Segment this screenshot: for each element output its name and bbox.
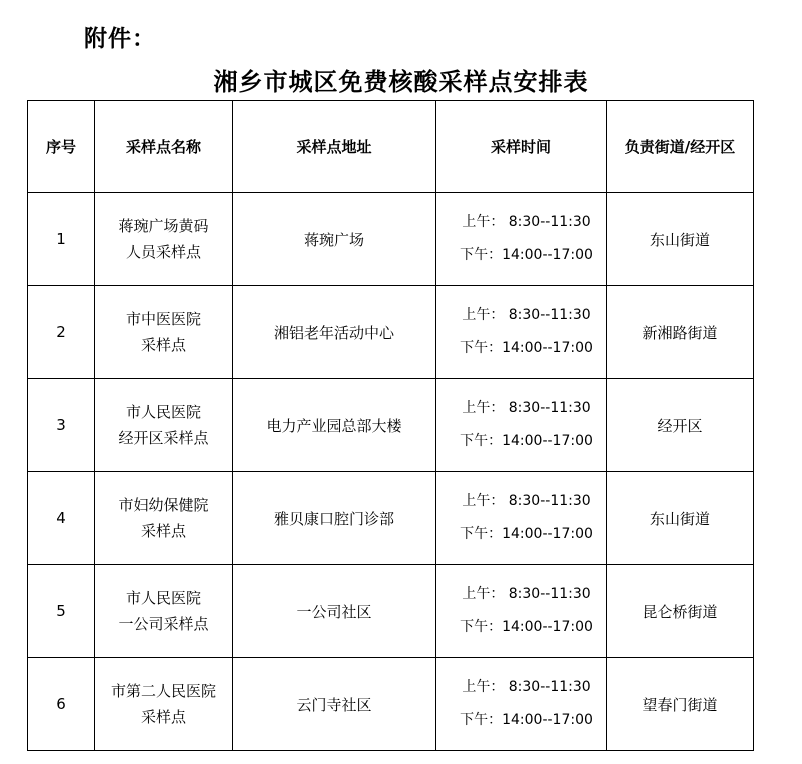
row-number: 6 bbox=[28, 658, 95, 751]
site-address: 一公司社区 bbox=[233, 565, 436, 658]
column-header-site-name: 采样点名称 bbox=[95, 101, 233, 193]
table-row bbox=[28, 565, 754, 658]
site-name: 市人民医院 一公司采样点 bbox=[95, 565, 233, 658]
column-header-district: 负责街道/经开区 bbox=[607, 101, 754, 193]
row-number: 5 bbox=[28, 565, 95, 658]
responsible-district: 昆仑桥街道 bbox=[607, 565, 754, 658]
responsible-district: 东山街道 bbox=[607, 193, 754, 286]
table-row bbox=[28, 472, 754, 565]
table-row bbox=[28, 193, 754, 286]
column-header-no: 序号 bbox=[28, 101, 95, 193]
document-title: 湘乡市城区免费核酸采样点安排表 bbox=[213, 68, 589, 96]
row-number: 3 bbox=[28, 379, 95, 472]
responsible-district: 望春门街道 bbox=[607, 658, 754, 751]
site-name: 市妇幼保健院 采样点 bbox=[95, 472, 233, 565]
column-header-address: 采样点地址 bbox=[233, 101, 436, 193]
sampling-time: 上午： 8:30--11:30 下午：14:00--17:00 bbox=[436, 193, 607, 286]
table-row bbox=[28, 379, 754, 472]
site-name: 市中医医院 采样点 bbox=[95, 286, 233, 379]
site-address: 蒋琬广场 bbox=[233, 193, 436, 286]
attachment-label: 附件： bbox=[84, 26, 156, 52]
sampling-schedule-table bbox=[27, 100, 754, 751]
site-address: 雅贝康口腔门诊部 bbox=[233, 472, 436, 565]
site-address: 湘铝老年活动中心 bbox=[233, 286, 436, 379]
sampling-time: 上午： 8:30--11:30 下午：14:00--17:00 bbox=[436, 565, 607, 658]
row-number: 2 bbox=[28, 286, 95, 379]
sampling-time: 上午： 8:30--11:30 下午：14:00--17:00 bbox=[436, 472, 607, 565]
responsible-district: 东山街道 bbox=[607, 472, 754, 565]
site-address: 电力产业园总部大楼 bbox=[233, 379, 436, 472]
row-number: 4 bbox=[28, 472, 95, 565]
table-header-row bbox=[28, 101, 754, 193]
sampling-time: 上午： 8:30--11:30 下午：14:00--17:00 bbox=[436, 379, 607, 472]
site-name: 市第二人民医院 采样点 bbox=[95, 658, 233, 751]
table-row bbox=[28, 658, 754, 751]
site-address: 云门寺社区 bbox=[233, 658, 436, 751]
sampling-time: 上午： 8:30--11:30 下午：14:00--17:00 bbox=[436, 286, 607, 379]
site-name: 市人民医院 经开区采样点 bbox=[95, 379, 233, 472]
responsible-district: 新湘路街道 bbox=[607, 286, 754, 379]
site-name: 蒋琬广场黄码 人员采样点 bbox=[95, 193, 233, 286]
column-header-time: 采样时间 bbox=[436, 101, 607, 193]
table-row bbox=[28, 286, 754, 379]
responsible-district: 经开区 bbox=[607, 379, 754, 472]
sampling-time: 上午： 8:30--11:30 下午：14:00--17:00 bbox=[436, 658, 607, 751]
row-number: 1 bbox=[28, 193, 95, 286]
